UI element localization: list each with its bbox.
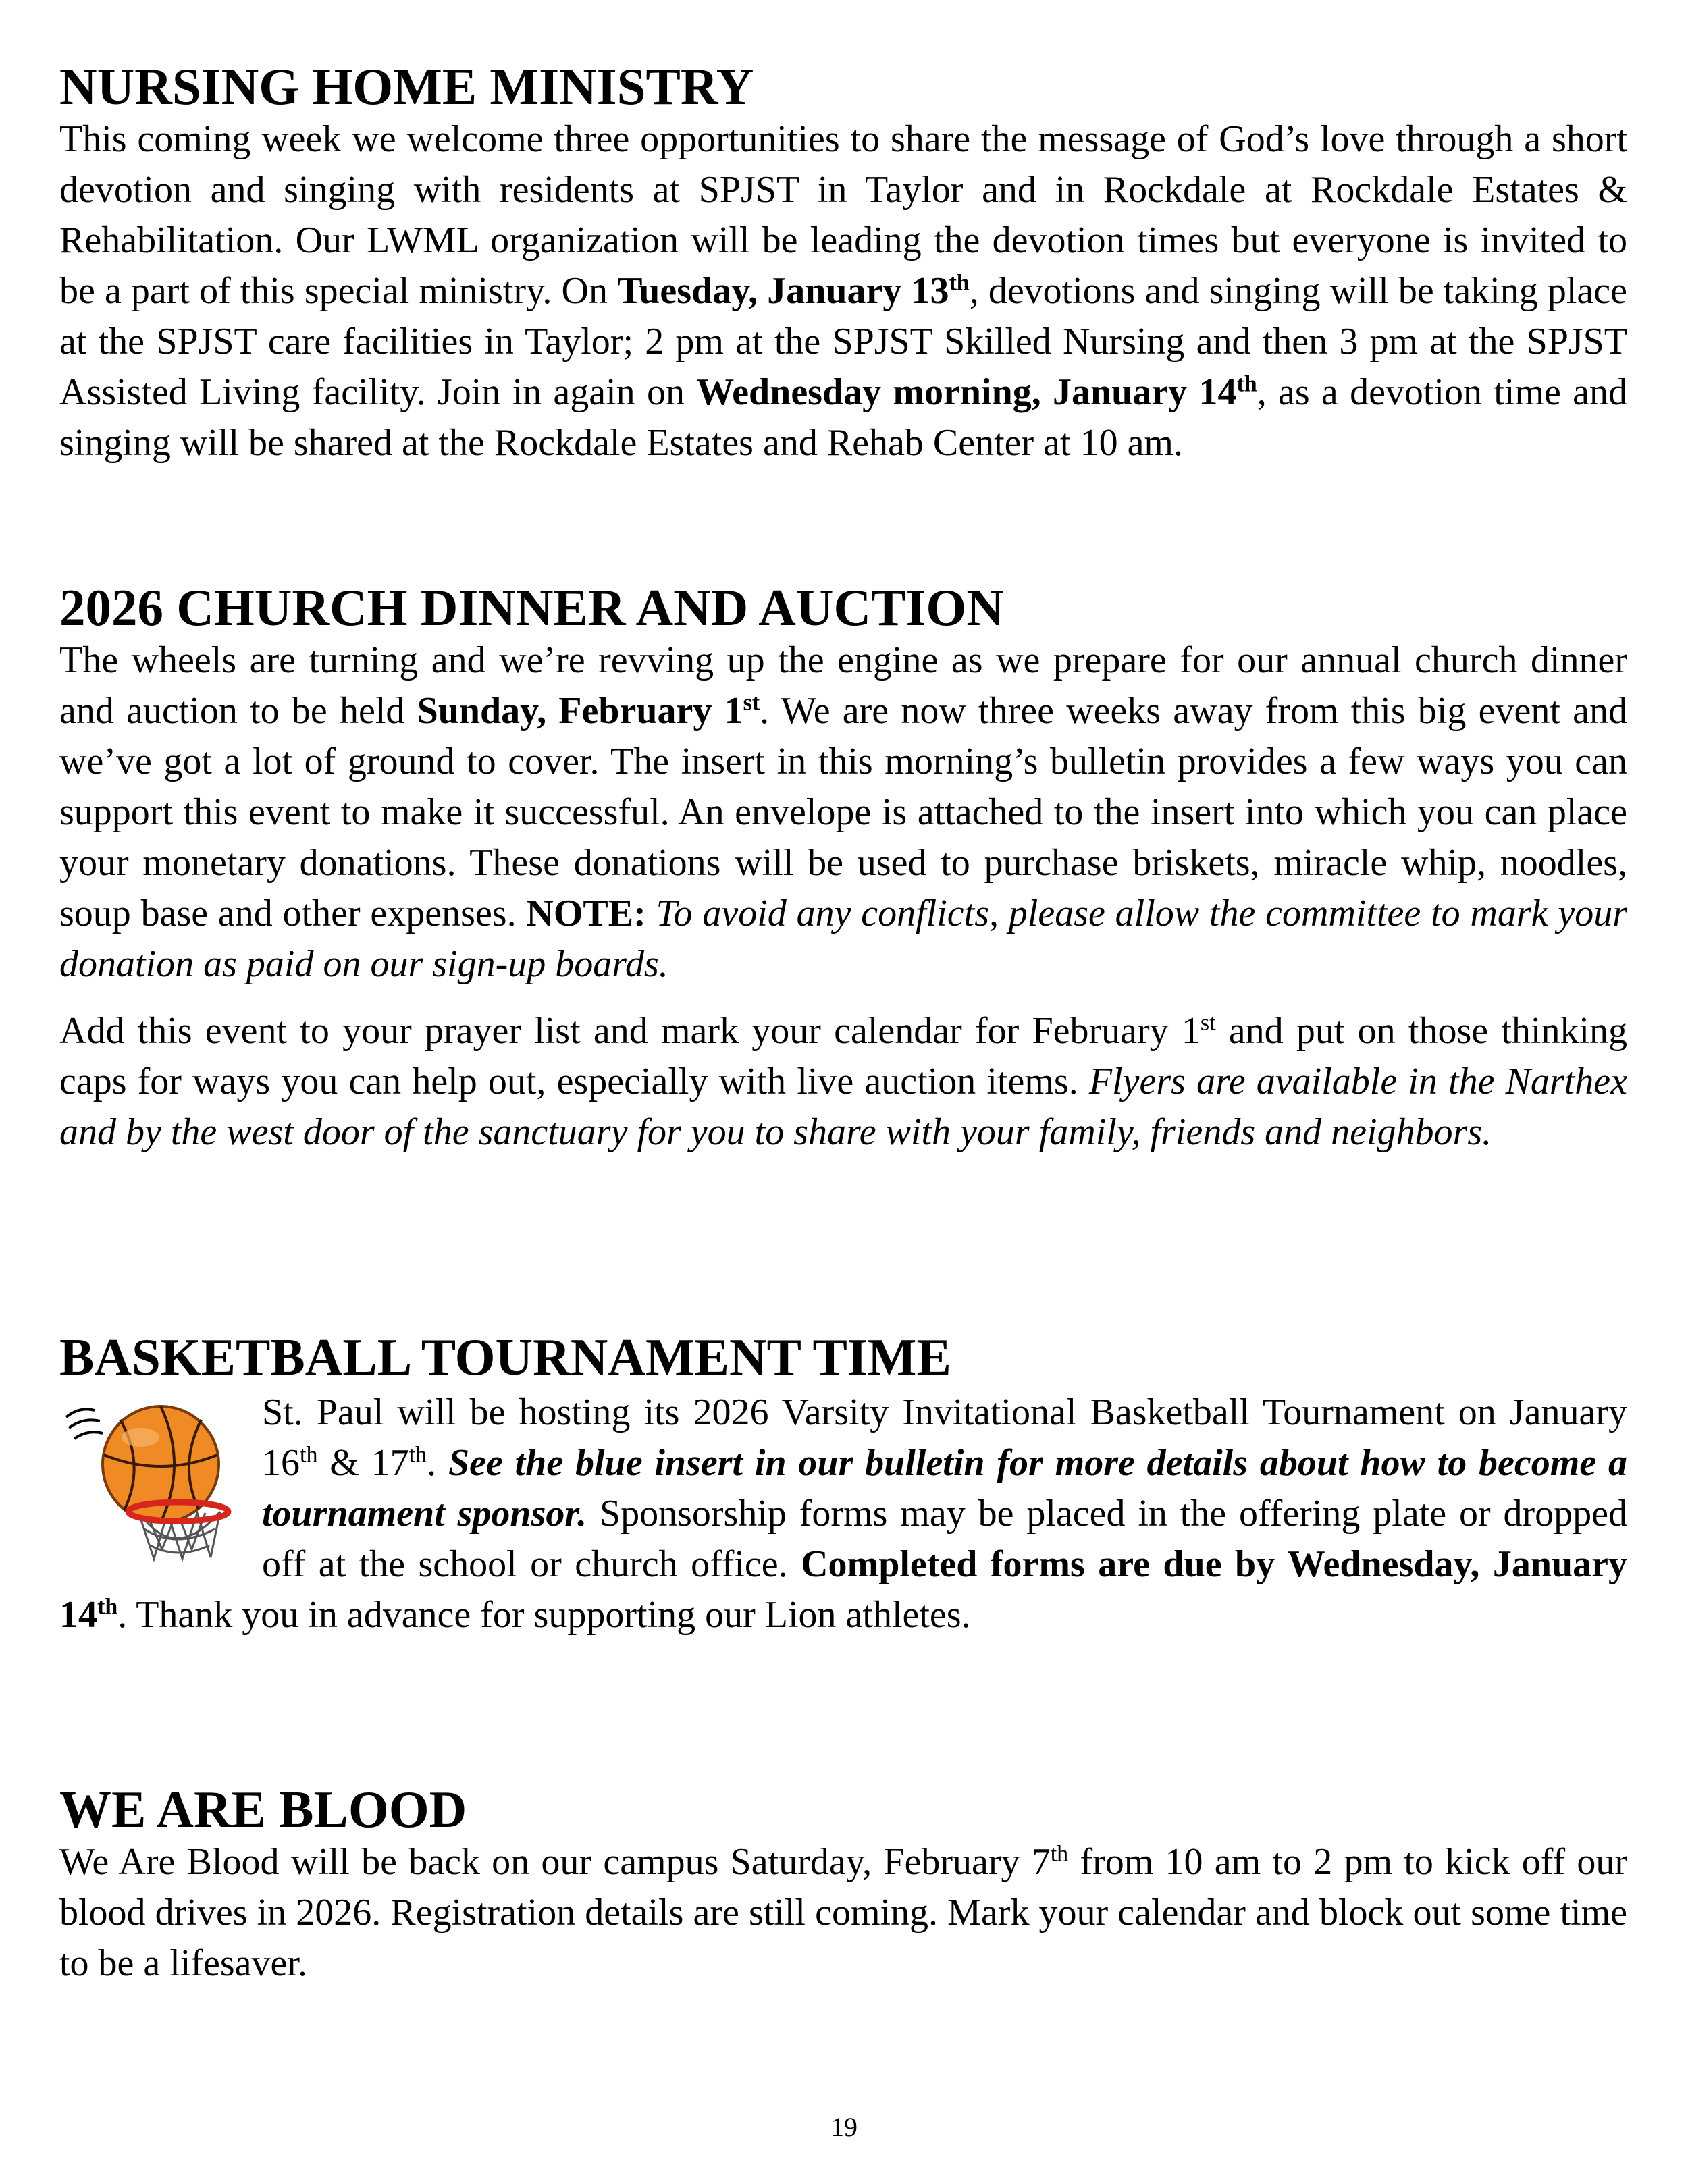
nursing-text-2: , devotions and singing will be taking place at the SPJST care facilities in Taylor; 2 pm at the SPJST Skilled Nursing and then 3 pm at the SPJST Assisted Living facility. Join in again on bbox=[59, 269, 1628, 413]
auction-paragraph-2 bbox=[59, 1006, 1627, 1158]
blood-heading: WE ARE BLOOD bbox=[59, 1780, 467, 1838]
blood-paragraph bbox=[59, 1837, 1627, 1989]
auction-note-text: To avoid any conflicts, please allow the committee to mark your donation as paid on our sign-up boards. bbox=[59, 892, 1627, 985]
basketball-paragraph bbox=[59, 1385, 1627, 1641]
basketball-text-4: Sponsorship forms may be placed in the offering plate or dropped off at the school or church office. bbox=[262, 1492, 1627, 1585]
basketball-insert-note: See the blue insert in our bulletin for more details about how to become a tournament sponsor. bbox=[262, 1441, 1627, 1535]
nursing-date-wednesday-suffix: th bbox=[1236, 371, 1257, 397]
nursing-text-3: , as a devotion time and singing will be shared at the Rockdale Estates and Rehab Center at 10 am. bbox=[59, 371, 1627, 464]
nursing-date-tuesday-suffix: th bbox=[949, 270, 970, 296]
auction-text-2: . We are now three weeks away from this big event and we’ve got a lot of ground to cover. The insert in this morning’s bulletin provides a few ways you can support this event to make it successful. An envelope is attached to the insert into which you can place your monetary donations. These donations will be used to purchase briskets, miracle whip, noodles, soup base and other expenses. bbox=[59, 689, 1627, 934]
blood-date-suffix: th bbox=[1050, 1841, 1069, 1867]
auction-section bbox=[59, 581, 1627, 1158]
basketball-section bbox=[59, 1330, 1627, 1641]
auction-note-label: NOTE: bbox=[526, 892, 646, 934]
basketball-date-17-suffix: th bbox=[408, 1442, 427, 1468]
page-number: 19 bbox=[830, 2112, 858, 2142]
nursing-home-paragraph bbox=[59, 114, 1627, 469]
auction-heading: 2026 CHURCH DINNER AND AUCTION bbox=[59, 579, 1004, 637]
basketball-text-1: St. Paul will be hosting its 2026 Varsity Invitational Basketball Tournament on January 16 bbox=[262, 1391, 1627, 1484]
basketball-date-16-suffix: th bbox=[300, 1442, 318, 1468]
nursing-home-section bbox=[59, 59, 1627, 469]
auction-calendar-suffix: st bbox=[1200, 1010, 1216, 1036]
nursing-date-wednesday: Wednesday morning, January 14 bbox=[696, 371, 1237, 413]
basketball-text-3: . bbox=[427, 1441, 448, 1484]
basketball-forms-due: Completed forms are due by Wednesday, January 14 bbox=[59, 1543, 1627, 1636]
basketball-forms-due-suffix: th bbox=[97, 1594, 118, 1620]
blood-section bbox=[59, 1782, 1627, 1989]
basketball-text-5: . Thank you in advance for supporting our Lion athletes. bbox=[117, 1593, 971, 1636]
auction-text-1: The wheels are turning and we’re revving up the engine as we prepare for our annual church dinner and auction to be held bbox=[59, 639, 1627, 732]
blood-text-1: We Are Blood will be back on our campus Saturday, February 7 bbox=[59, 1840, 1051, 1883]
auction-text-3: Add this event to your prayer list and mark your calendar for February 1 bbox=[59, 1009, 1201, 1052]
auction-flyers-text: Flyers are available in the Narthex and by the west door of the sanctuary for you to share with your family, friends and neighbors. bbox=[59, 1060, 1627, 1153]
basketball-heading: BASKETBALL TOURNAMENT TIME bbox=[59, 1328, 951, 1386]
basketball-text-2: & 17 bbox=[317, 1441, 409, 1484]
nursing-home-heading: NURSING HOME MINISTRY bbox=[59, 57, 754, 115]
auction-date: Sunday, February 1 bbox=[417, 689, 743, 732]
nursing-text-1: This coming week we welcome three opportunities to share the message of God’s love through a short devotion and singing with residents at SPJST in Taylor and in Rockdale at Rockdale Estates & Rehabilitation. Our LWML organization will be leading the devotion times but everyone is invited to be a part of this special ministry. On bbox=[59, 117, 1627, 312]
basketball-hoop-icon bbox=[59, 1390, 262, 1566]
nursing-date-tuesday: Tuesday, January 13 bbox=[617, 269, 949, 312]
auction-paragraph-1 bbox=[59, 635, 1627, 990]
blood-text-2: from 10 am to 2 pm to kick off our blood drives in 2026. Registration details are still coming. Mark your calendar and block out some time to be a lifesaver. bbox=[59, 1840, 1627, 1984]
auction-text-4: and put on those thinking caps for ways you can help out, especially with live auction items. bbox=[59, 1009, 1628, 1102]
auction-date-suffix: st bbox=[743, 690, 760, 716]
